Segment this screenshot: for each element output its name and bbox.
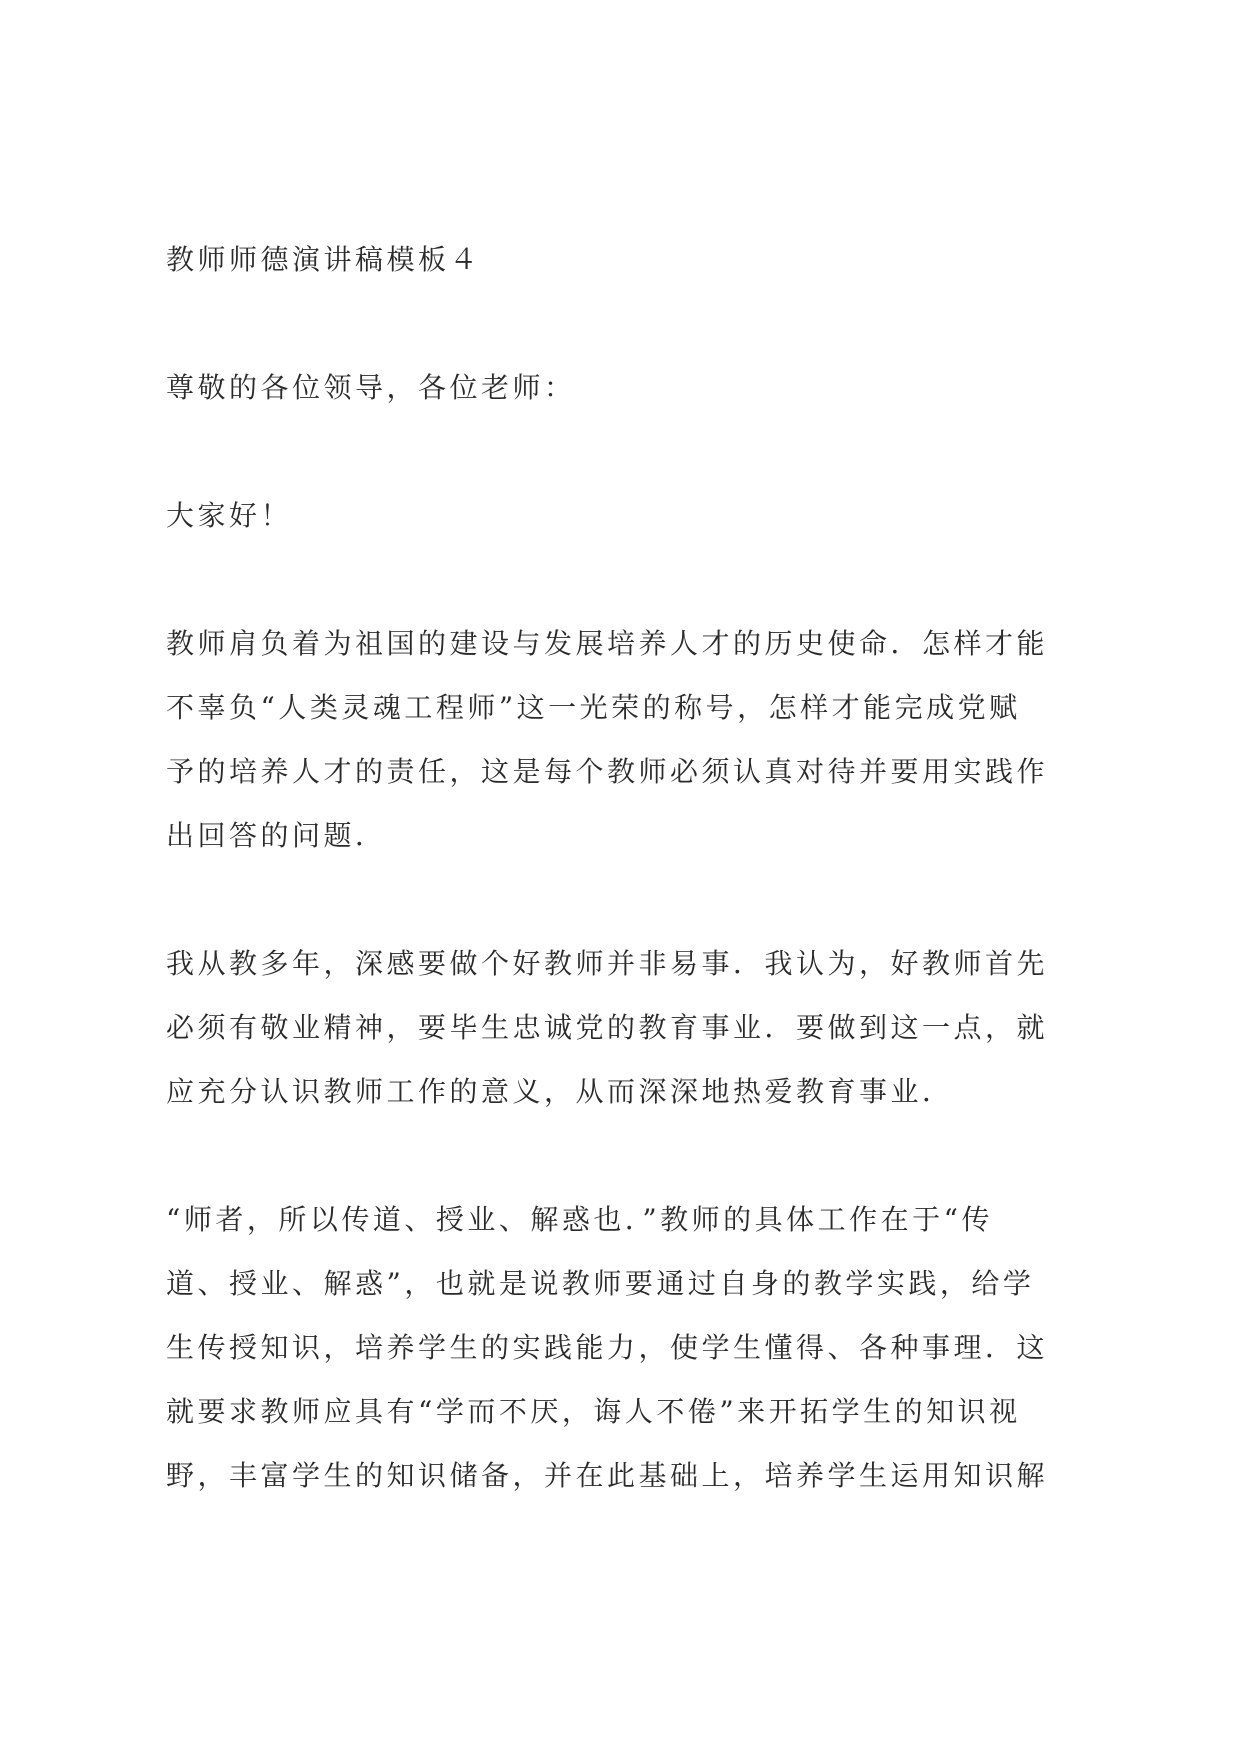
salutation: 尊敬的各位领导，各位老师： bbox=[166, 371, 576, 404]
spacer bbox=[166, 868, 1096, 932]
spacer bbox=[166, 420, 1096, 484]
spacer bbox=[166, 292, 1096, 356]
paragraph-line: “师者，所以传道、授业、解惑也．”教师的具体工作在于“传 bbox=[166, 1203, 993, 1236]
spacer bbox=[166, 548, 1096, 612]
greeting: 大家好！ bbox=[166, 499, 293, 532]
spacer bbox=[166, 1124, 1096, 1188]
paragraph-3 bbox=[166, 1188, 1096, 1508]
paragraph-line: 不辜负“人类灵魂工程师”这一光荣的称号，怎样才能完成党赋 bbox=[166, 691, 1021, 724]
paragraph-line: 就要求教师应具有“学而不厌，诲人不倦”来开拓学生的知识视 bbox=[166, 1395, 1021, 1428]
paragraph-1 bbox=[166, 612, 1096, 868]
document-body bbox=[166, 228, 1096, 1508]
paragraph-line: 生传授知识，培养学生的实践能力，使学生懂得、各种事理．这 bbox=[166, 1331, 1049, 1364]
paragraph-line: 必须有敬业精神，要毕生忠诚党的教育事业．要做到这一点，就 bbox=[166, 1011, 1049, 1044]
document-title: 教师师德演讲稿模板４ bbox=[166, 243, 482, 276]
paragraph-line: 应充分认识教师工作的意义，从而深深地热爱教育事业． bbox=[166, 1075, 954, 1108]
paragraph-line: 教师肩负着为祖国的建设与发展培养人才的历史使命．怎样才能 bbox=[166, 627, 1049, 660]
paragraph-line: 予的培养人才的责任，这是每个教师必须认真对待并要用实践作 bbox=[166, 755, 1049, 788]
paragraph-line: 道、授业、解惑”，也就是说教师要通过自身的教学实践，给学 bbox=[166, 1267, 1035, 1300]
paragraph-line: 野，丰富学生的知识储备，并在此基础上，培养学生运用知识解 bbox=[166, 1459, 1049, 1492]
paragraph-line: 我从教多年，深感要做个好教师并非易事．我认为，好教师首先 bbox=[166, 947, 1049, 980]
paragraph-line: 出回答的问题． bbox=[166, 819, 387, 852]
paragraph-2 bbox=[166, 932, 1096, 1124]
